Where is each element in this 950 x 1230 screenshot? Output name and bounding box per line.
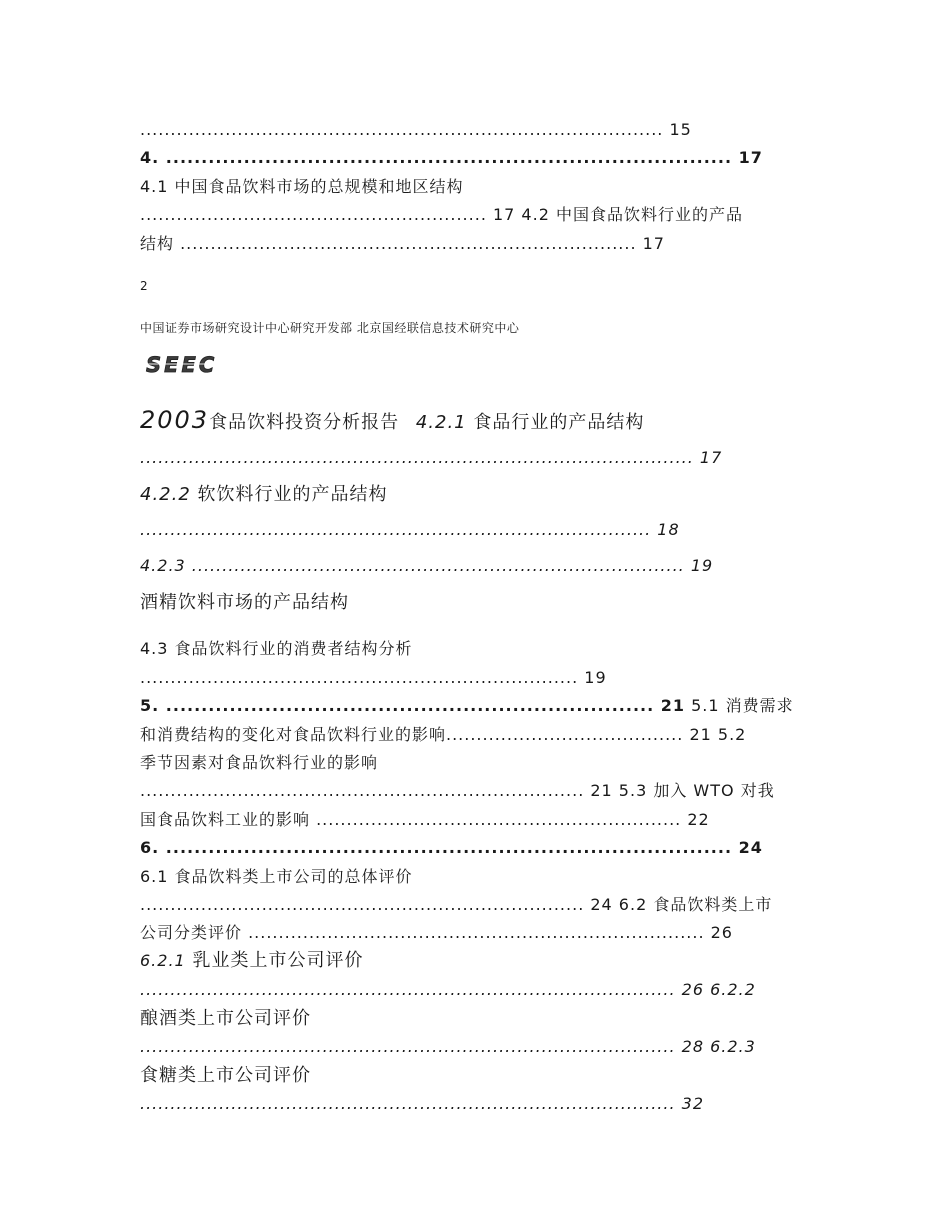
toc-entry: 5.1 消费需求	[691, 696, 794, 715]
toc-line: 结构 ........................................................................... 17	[140, 234, 665, 253]
section-title: 软饮料行业的产品结构	[197, 484, 388, 505]
seec-logo	[144, 352, 262, 382]
toc-line: 4.2.3 ................................................................................. 19	[140, 556, 714, 575]
section-number: 4.2.1	[415, 412, 467, 433]
toc-chapter-5: 5. ..................................................................... 21	[140, 696, 686, 715]
title-text: 食品饮料投资分析报告	[209, 412, 400, 433]
toc-line: 4.1 中国食品饮料市场的总规模和地区结构	[140, 177, 464, 196]
toc-line	[140, 952, 363, 970]
toc-line	[140, 486, 388, 504]
toc-line: 食糖类上市公司评价	[140, 1065, 311, 1086]
toc-line: ......................................................................... 21 5.3 加入 WTO 对我	[140, 781, 775, 800]
section-number: 6.2.1	[140, 951, 186, 970]
section-title: 乳业类上市公司评价	[192, 950, 364, 971]
toc-line: 4.3 食品饮料行业的消费者结构分析	[140, 639, 413, 658]
title-year: 2003	[140, 406, 210, 434]
toc-line: 季节因素对食品饮料行业的影响	[140, 753, 379, 772]
toc-line: ........................................................................................ 28 6.2.3	[140, 1037, 756, 1056]
toc-line: ......................................................... 17 4.2 中国食品饮料行业的产品	[140, 205, 743, 224]
toc-line: ........................................................................................... 17	[140, 448, 723, 467]
toc-line: 6.1 食品饮料类上市公司的总体评价	[140, 867, 413, 886]
toc-line: ...................................................................................... 15	[140, 120, 692, 139]
toc-line	[140, 698, 794, 714]
toc-line: 和消费结构的变化对食品饮料行业的影响....................................... 21 5.2	[140, 725, 747, 744]
toc-chapter-6: 6. ................................................................................ 24	[140, 838, 763, 857]
toc-line: 国食品饮料工业的影响 ............................................................ 22	[140, 810, 710, 829]
svg-text:SEEC: SEEC	[146, 353, 218, 377]
section-number: 4.2.2	[140, 484, 191, 505]
toc-line: 酿酒类上市公司评价	[140, 1008, 311, 1029]
header-organization: 中国证券市场研究设计中心研究开发部 北京国经联信息技术研究中心	[140, 321, 520, 335]
section-title: 食品行业的产品结构	[473, 412, 645, 433]
report-title	[140, 408, 644, 432]
toc-line: ........................................................................................ 26 6.2.2	[140, 980, 756, 999]
toc-line: ........................................................................ 19	[140, 668, 607, 687]
page-number: 2	[140, 279, 149, 293]
toc-line: ........................................................................................ 32	[140, 1094, 705, 1113]
toc-chapter-4: 4. ................................................................................ 17	[140, 148, 763, 167]
toc-line: 酒精饮料市场的产品结构	[140, 592, 349, 613]
toc-line: .................................................................................... 18	[140, 520, 680, 539]
toc-line: 公司分类评价 ........................................................................... 26	[140, 923, 733, 942]
toc-line: ......................................................................... 24 6.2 食品饮料类上市	[140, 895, 773, 914]
